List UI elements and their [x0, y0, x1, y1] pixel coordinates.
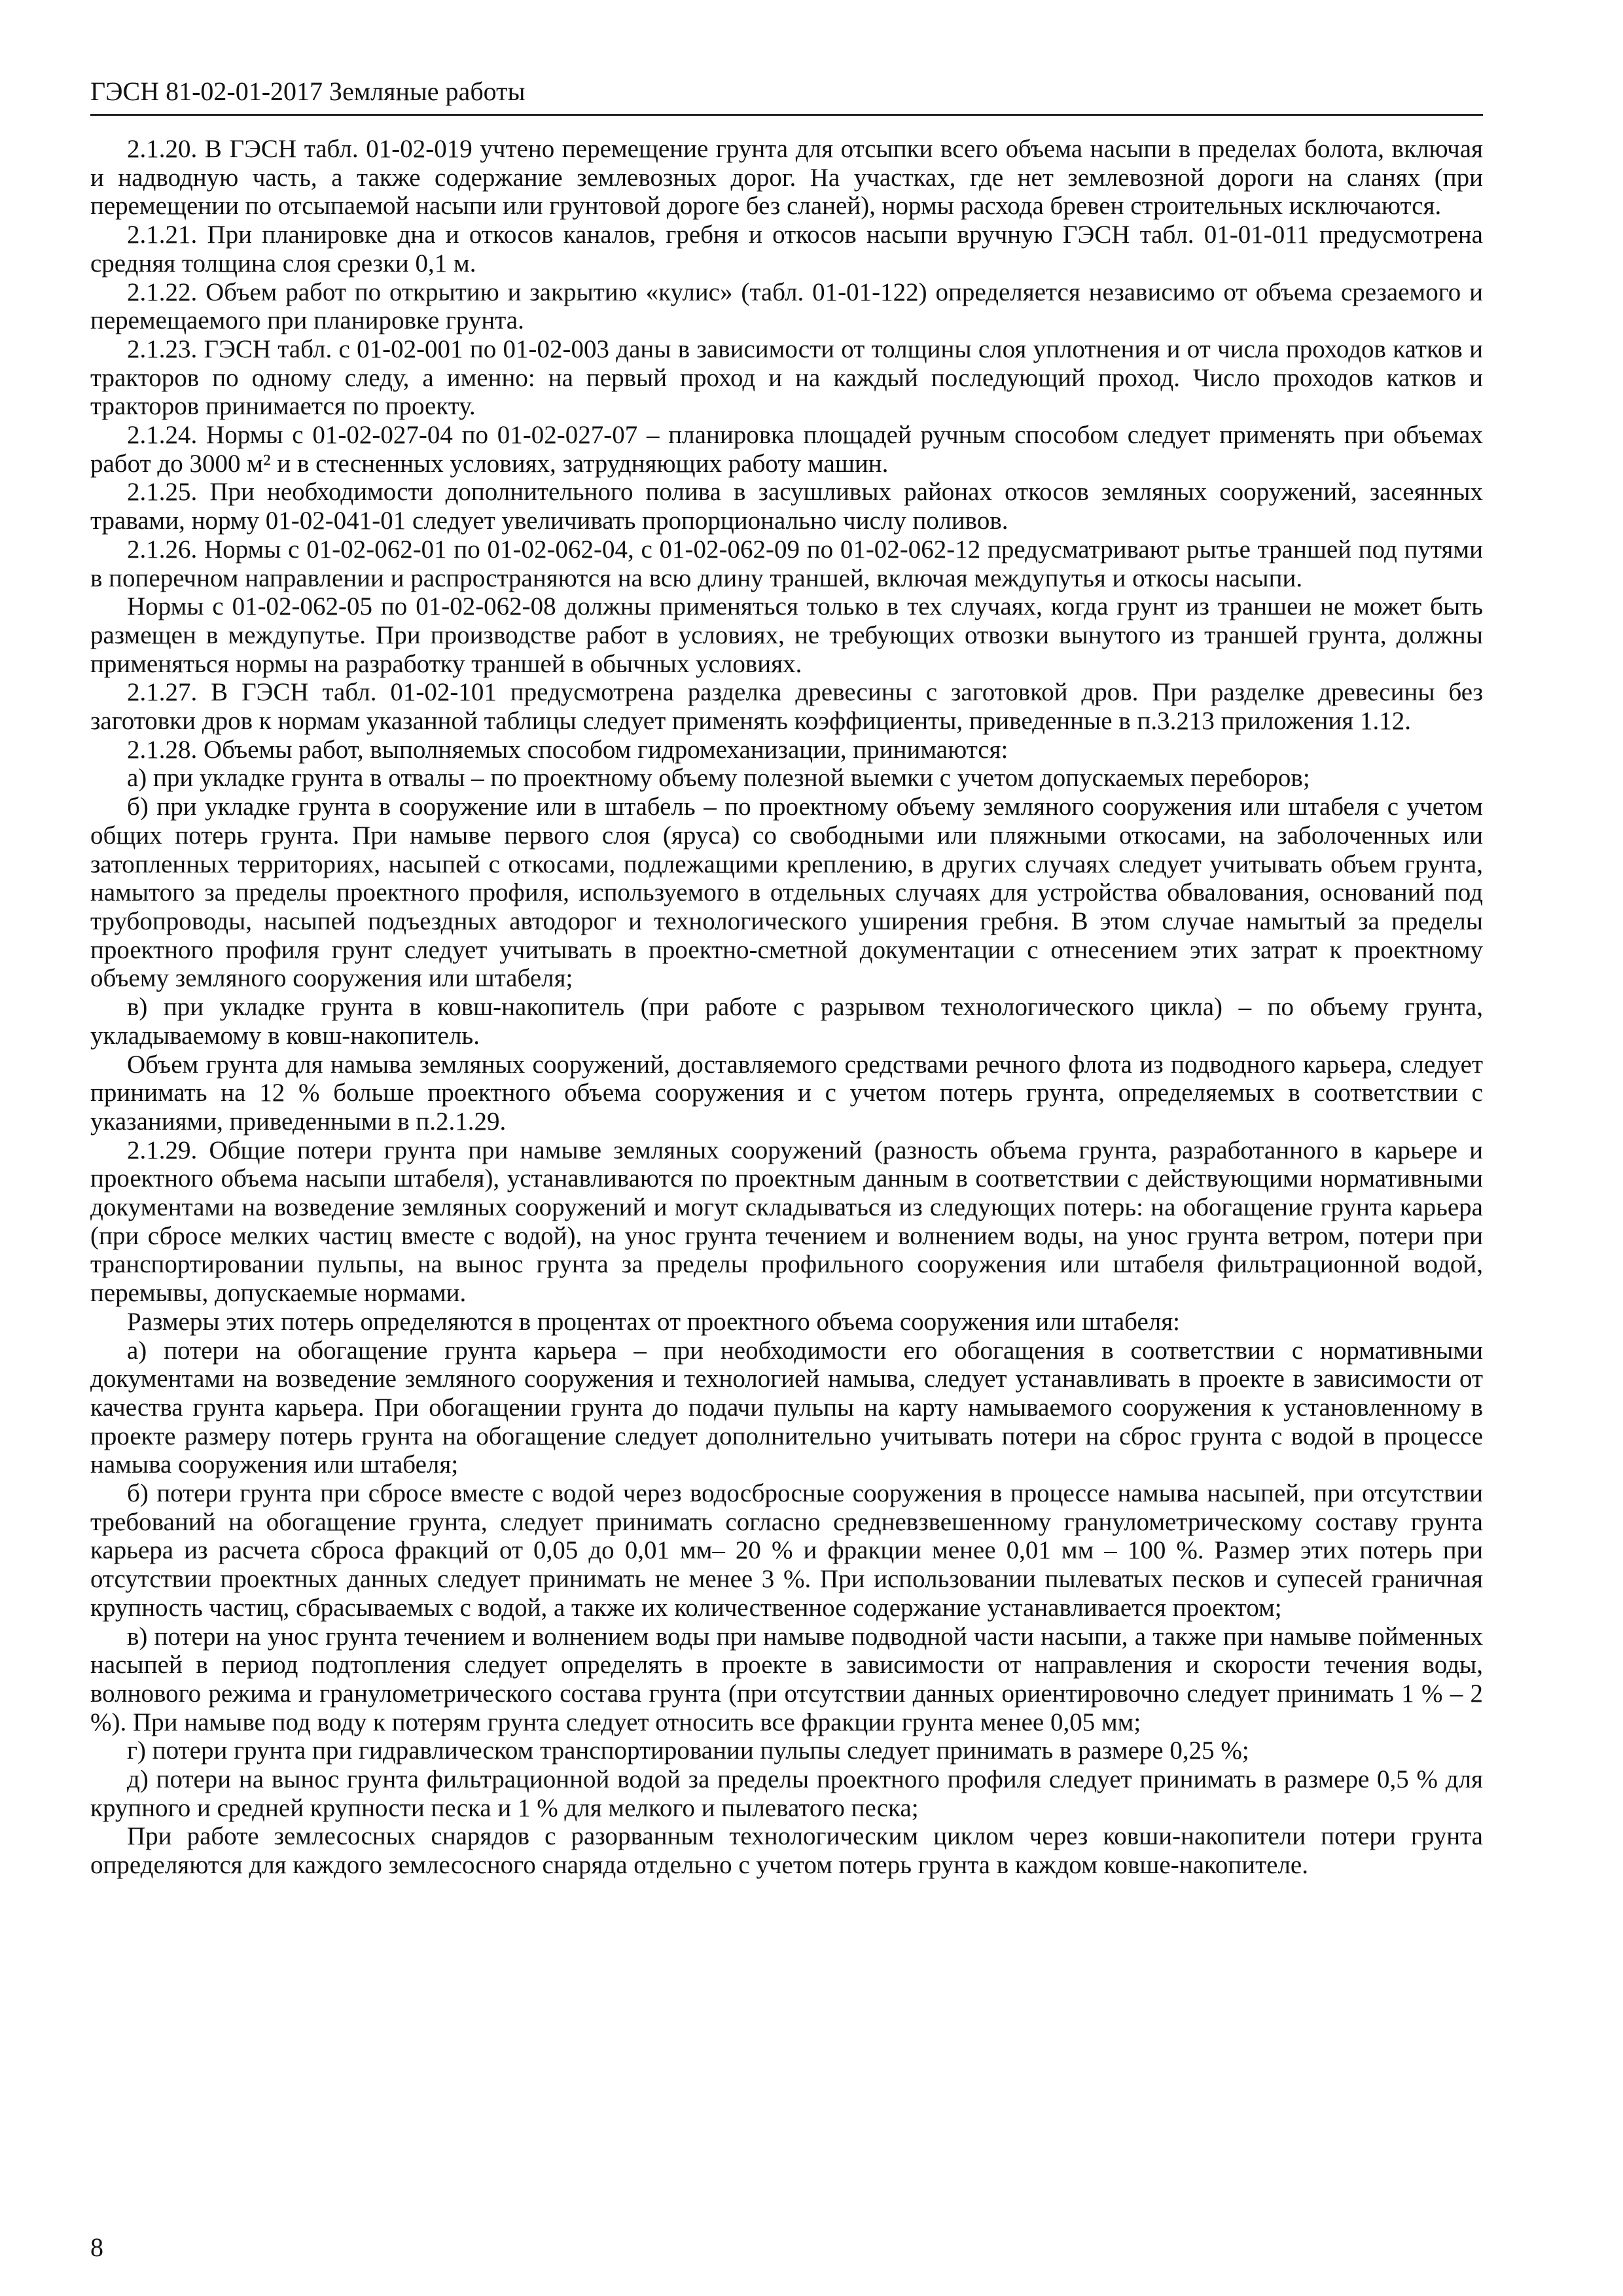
paragraph-2-1-28: 2.1.28. Объемы работ, выполняемых способом гидромеханизации, принимаются: [127, 735, 1008, 764]
paragraph-2-1-26: 2.1.26. Нормы с 01-02-062-01 по 01-02-062-04, с 01-02-062-09 по 01-02-062-12 предусматривают рытье траншей под путями в поперечном направлении и распространяются на всю длину траншей, включая междупутья и откосы насыпи. [90, 535, 1483, 592]
paragraph-2-1-29-a: а) потери на обогащение грунта карьера – при необходимости его обогащения в соответствии с нормативными документами на возведение земляного сооружения и технологией намыва, следует устанавливать в проекте в зависимости от качества грунта карьера. При обогащении грунта до подачи пульпы на карту намываемого сооружения к установленному в проекте размеру потерь грунта на обогащение следует дополнительно учитывать потери на сброс грунта с водой в процессе намыва сооружения или штабеля; [90, 1336, 1483, 1479]
paragraph-2-1-23: 2.1.23. ГЭСН табл. с 01-02-001 по 01-02-003 даны в зависимости от толщины слоя уплотнения и от числа проходов катков и тракторов по одному следу, а именно: на первый проход и на каждый последующий проход. Число проходов катков и тракторов принимается по проекту. [90, 334, 1483, 421]
page-header [90, 73, 1483, 116]
paragraph-2-1-28-b: б) при укладке грунта в сооружение или в штабель – по проектному объему земляного сооружения или штабеля с учетом общих потерь грунта. При намыве первого слоя (яруса) со свободными или пляжными откосами, на заболоченных или затопленных территориях, насыпей с откосами, подлежащими креплению, в других случаях следует учитывать объем грунта, намытого за пределы проектного профиля, используемого в отдельных случаях для устройства обвалования, оснований под трубопроводы, насыпей подъездных автодорог и технологического уширения гребня. В этом случае намытый за пределы проектного профиля грунт следует учитывать в проектно-сметной документации с отнесением этих затрат к проектному объему земляного сооружения или штабеля; [90, 793, 1483, 993]
paragraph-2-1-29-b: б) потери грунта при сбросе вместе с водой через водосбросные сооружения в процессе намыва насыпей, при отсутствии требований на обогащение грунта, следует принимать согласно средневзвешенному гранулометрическому составу грунта карьера из расчета сброса фракций от 0,05 до 0,01 мм– 20 % и фракции менее 0,01 мм – 100 %. Размер этих потерь при отсутствии проектных данных следует принимать не менее 3 %. При использовании пылеватых песков и супесей граничная крупность частиц, сбрасываемых с водой, а также их количественное содержание устанавливается проектом; [90, 1479, 1483, 1622]
page-number: 8 [90, 2233, 103, 2262]
document-body [90, 135, 1483, 1880]
paragraph-2-1-29-v: в) потери на унос грунта течением и волнением воды при намыве подводной части насыпи, а также при намыве пойменных насыпей в период подтопления следует определять в проекте в зависимости от направления и скорости течения воды, волнового режима и гранулометрического состава грунта (при отсутствии данных ориентировочно следует принимать 1 % – 2 %). При намыве под воду к потерям грунта следует относить все фракции грунта менее 0,05 мм; [90, 1622, 1483, 1736]
paragraph-2-1-27: 2.1.27. В ГЭСН табл. 01-02-101 предусмотрена разделка древесины с заготовкой дров. При разделке древесины без заготовки дров к нормам указанной таблицы следует применять коэффициенты, приведенные в п.3.213 приложения 1.12. [90, 678, 1483, 736]
paragraph-2-1-20: 2.1.20. В ГЭСН табл. 01-02-019 учтено перемещение грунта для отсыпки всего объема насыпи в пределах болота, включая и надводную часть, а также содержание землевозных дорог. На участках, где нет землевозной дороги на сланях (при перемещении по отсыпаемой насыпи или грунтовой дороге без сланей), нормы расхода бревен строительных исключаются. [90, 135, 1483, 221]
header-title: ГЭСН 81-02-01-2017 Земляные работы [90, 77, 526, 106]
paragraph-2-1-29: 2.1.29. Общие потери грунта при намыве земляных сооружений (разность объема грунта, разработанного в карьере и проектного объема насыпи штабеля), устанавливаются по проектным данным в соответствии с действующими нормативными документами на возведение земляных сооружений и могут складываться из следующих потерь: на обогащение грунта карьера (при сбросе мелких частиц вместе с водой), на унос грунта течением и волнением воды, на унос грунта ветром, потери при транспортировании пульпы, на вынос грунта за пределы профильного сооружения или штабеля фильтрационной водой, перемывы, допускаемые нормами. [90, 1136, 1483, 1308]
paragraph-2-1-21: 2.1.21. При планировке дна и откосов каналов, гребня и откосов насыпи вручную ГЭСН табл. 01-01-011 предусмотрена средняя толщина слоя срезки 0,1 м. [90, 221, 1483, 278]
paragraph-2-1-25: 2.1.25. При необходимости дополнительного полива в засушливых районах откосов земляных сооружений, засеянных травами, норму 01-02-041-01 следует увеличивать пропорционально числу поливов. [90, 478, 1483, 535]
paragraph-2-1-29-d: д) потери на вынос грунта фильтрационной водой за пределы проектного профиля следует принимать в размере 0,5 % для крупного и средней крупности песка и 1 % для мелкого и пылеватого песка; [90, 1765, 1483, 1822]
paragraph-2-1-29-sizes: Размеры этих потерь определяются в процентах от проектного объема сооружения или штабеля: [127, 1307, 1180, 1336]
paragraph-2-1-29-g: г) потери грунта при гидравлическом транспортировании пульпы следует принимать в размере 0,25 %; [127, 1736, 1249, 1765]
paragraph-2-1-28-river-fleet: Объем грунта для намыва земляных сооружений, доставляемого средствами речного флота из подводного карьера, следует принимать на 12 % больше проектного объема сооружения и с учетом потерь грунта, определяемых в соответствии с указаниями, приведенными в п.2.1.29. [90, 1050, 1483, 1136]
paragraph-2-1-26-cont: Нормы с 01-02-062-05 по 01-02-062-08 должны применяться только в тех случаях, когда грунт из траншеи не может быть размещен в междупутье. При производстве работ в условиях, не требующих отвозки вынутого из траншей грунта, должны применяться нормы на разработку траншей в обычных условиях. [90, 592, 1483, 678]
paragraph-2-1-24: 2.1.24. Нормы с 01-02-027-04 по 01-02-027-07 – планировка площадей ручным способом следует применять при объемах работ до 3000 м² и в стесненных условиях, затрудняющих работу машин. [90, 421, 1483, 478]
paragraph-2-1-28-v: в) при укладке грунта в ковш-накопитель (при работе с разрывом технологического цикла) – по объему грунта, укладываемому в ковш-накопитель. [90, 993, 1483, 1050]
paragraph-2-1-28-a: а) при укладке грунта в отвалы – по проектному объему полезной выемки с учетом допускаемых переборов; [127, 764, 1310, 793]
paragraph-2-1-29-dredgers: При работе землесосных снарядов с разорванным технологическим циклом через ковши-накопители потери грунта определяются для каждого землесосного снаряда отдельно с учетом потерь грунта в каждом ковше-накопителе. [90, 1822, 1483, 1880]
paragraph-2-1-22: 2.1.22. Объем работ по открытию и закрытию «кулис» (табл. 01-01-122) определяется независимо от объема срезаемого и перемещаемого при планировке грунта. [90, 278, 1483, 335]
